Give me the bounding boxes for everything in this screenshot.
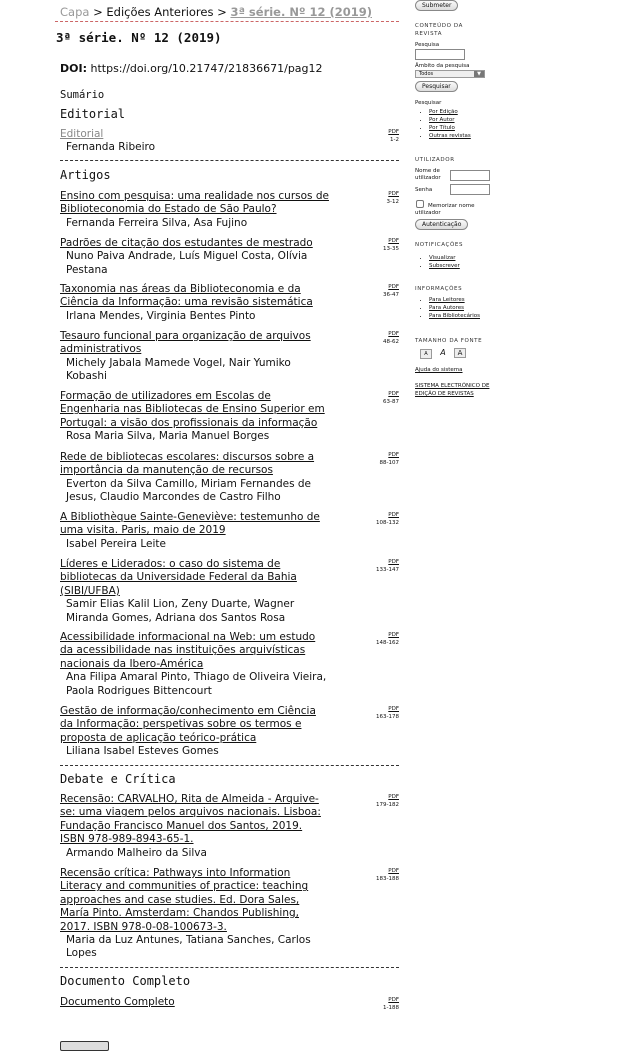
- article-row: [60, 128, 399, 155]
- username-field[interactable]: [450, 170, 490, 181]
- username-label: Nome de utilizador: [415, 168, 441, 181]
- pdf-link[interactable]: PDF: [388, 559, 399, 565]
- page-title: 3ª série. Nº 12 (2019): [56, 30, 222, 45]
- article-row: [60, 867, 399, 961]
- article-title-link[interactable]: Documento Completo: [60, 996, 175, 1008]
- article-pages: 148-162: [376, 640, 399, 647]
- article-row: [60, 558, 399, 625]
- article-row: [60, 511, 399, 551]
- doi-link[interactable]: https://doi.org/10.21747/21836671/pag12: [90, 62, 323, 75]
- article-title-link[interactable]: Rede de bibliotecas escolares: discursos sobre a importância da manutenção de recursos: [60, 451, 315, 477]
- breadcrumb-home-link[interactable]: Capa: [60, 5, 90, 19]
- browse-by-title-link[interactable]: Por Título: [429, 125, 455, 131]
- article-title-link[interactable]: Acessibilidade informacional na Web: um estudo da acessibilidade nas instituições arquivísticas nacionais da Ibero-América: [60, 631, 316, 670]
- article-title-link[interactable]: Formação de utilizadores em Escolas de Engenharia nas Bibliotecas de Ensino Superior em Portugal: a visão dos profissionais da informação: [60, 390, 325, 429]
- article-row: [60, 390, 399, 444]
- creative-commons-badge[interactable]: [60, 1041, 109, 1051]
- breadcrumb-separator: >: [217, 5, 227, 19]
- font-size-controls: [420, 348, 471, 359]
- info-list: [421, 296, 480, 320]
- search-button[interactable]: Pesquisar: [415, 81, 458, 92]
- password-label: Senha: [415, 187, 433, 193]
- ojs-link[interactable]: SISTEMA ELECTRÓNICO DE EDIÇÃO DE REVISTAS: [415, 383, 490, 397]
- help-link[interactable]: Ajuda do sistema: [415, 367, 463, 373]
- info-librarians-link[interactable]: Para Bibliotecários: [429, 313, 480, 319]
- breadcrumb: [60, 5, 372, 19]
- pdf-link[interactable]: PDF: [388, 284, 399, 290]
- article-pages: 133-147: [376, 567, 399, 574]
- pdf-link[interactable]: PDF: [388, 191, 399, 197]
- pdf-link[interactable]: PDF: [388, 997, 399, 1003]
- article-title-link[interactable]: Ensino com pesquisa: uma realidade nos cursos de Biblioteconomia do Estado de São Paulo?: [60, 190, 329, 216]
- article-pages: 1-188: [383, 1005, 399, 1012]
- pdf-link[interactable]: PDF: [388, 452, 399, 458]
- article-authors: Michely Jabala Mamede Vogel, Nair Yumiko Kobashi: [66, 356, 291, 383]
- remember-label: Memorizar nome utilizador: [415, 203, 475, 216]
- summary-heading: Sumário: [60, 89, 105, 101]
- article-title-link[interactable]: A Bibliothèque Sainte-Geneviève: testemunho de uma visita. Paris, maio de 2019: [60, 511, 320, 537]
- article-row: [60, 705, 399, 759]
- pdf-link[interactable]: PDF: [388, 632, 399, 638]
- article-title-link[interactable]: Líderes e Liderados: o caso do sistema de bibliotecas da Universidade Federal da Bahia (SIBI/UFBA): [60, 558, 297, 597]
- browse-list: [421, 108, 471, 140]
- article-authors: Samir Elias Kalil Lion, Zeny Duarte, Wagner Miranda Gomes, Adriana dos Santos Rosa: [66, 598, 295, 624]
- article-row: [60, 631, 399, 698]
- article-row: [60, 283, 399, 323]
- article-title-link[interactable]: Padrões de citação dos estudantes de mestrado: [60, 237, 313, 249]
- article-authors: Everton da Silva Camillo, Miriam Fernandes de Jesus, Claudio Marcondes de Castro Filho: [66, 477, 311, 504]
- article-pages: 1-2: [390, 137, 399, 144]
- section-divider: [60, 160, 399, 161]
- info-block-title: INFORMAÇÕES: [415, 286, 463, 292]
- section-title-editorial: Editorial: [60, 107, 126, 121]
- article-authors: Maria da Luz Antunes, Tatiana Sanches, Carlos Lopes: [66, 934, 311, 960]
- article-authors: Liliana Isabel Esteves Gomes: [66, 745, 219, 758]
- search-label: Pesquisa: [415, 42, 440, 48]
- pdf-link[interactable]: PDF: [388, 706, 399, 712]
- article-row: [60, 330, 399, 384]
- article-row: [60, 237, 399, 277]
- section-title-debate: Debate e Crítica: [60, 772, 176, 786]
- article-pages: 48-62: [383, 339, 399, 346]
- pdf-link[interactable]: PDF: [388, 391, 399, 397]
- article-authors: Armando Malheiro da Silva: [66, 846, 207, 859]
- font-size-block-title: TAMANHO DA FONTE: [415, 338, 483, 344]
- breadcrumb-separator: >: [93, 5, 103, 19]
- browse-by-author-link[interactable]: Por Autor: [429, 117, 455, 123]
- header-divider: [55, 21, 399, 22]
- article-pages: 183-188: [376, 876, 399, 883]
- browse-label: Pesquisar: [415, 100, 442, 106]
- notifications-list: [421, 254, 460, 270]
- info-authors-link[interactable]: Para Autores: [429, 305, 464, 311]
- browse-by-issue-link[interactable]: Por Edição: [429, 109, 458, 115]
- chevron-down-icon: ▼: [474, 71, 484, 77]
- article-pages: 179-182: [376, 802, 399, 809]
- article-authors: Rosa Maria Silva, Maria Manuel Borges: [66, 430, 270, 443]
- article-title-link[interactable]: Taxonomia nas áreas da Biblioteconomia e da Ciência da Informação: uma revisão sistemática: [60, 283, 313, 309]
- user-block-title: UTILIZADOR: [415, 157, 455, 163]
- other-journals-link[interactable]: Outras revistas: [429, 133, 471, 139]
- article-title-link[interactable]: Recensão: CARVALHO, Rita de Almeida - Arquive-se: uma viagem pelos arquivos nacionais. Lisboa: Fundação Francisco Manuel dos Santos, 2019. ISBN 978-989-8943-65-1.: [60, 793, 321, 846]
- article-authors: Isabel Pereira Leite: [66, 537, 166, 550]
- section-divider: [60, 765, 399, 766]
- breadcrumb-current-link[interactable]: 3ª série. Nº 12 (2019): [230, 5, 372, 19]
- breadcrumb-archive-link[interactable]: Edições Anteriores: [106, 5, 214, 19]
- article-authors: Ana Filipa Amaral Pinto, Thiago de Oliveira Vieira, Paola Rodrigues Bittencourt: [66, 671, 327, 697]
- section-title-full-document: Documento Completo: [60, 974, 191, 988]
- pdf-link[interactable]: PDF: [388, 794, 399, 800]
- article-authors: Fernanda Ribeiro: [66, 141, 156, 154]
- article-pages: 108-132: [376, 520, 399, 527]
- search-scope-select[interactable]: [415, 70, 485, 78]
- notifications-subscribe-link[interactable]: Subscrever: [429, 263, 460, 269]
- section-divider: [60, 967, 399, 968]
- article-authors: Irlana Mendes, Virginia Bentes Pinto: [66, 309, 256, 322]
- notifications-block-title: NOTIFICAÇÕES: [415, 242, 464, 248]
- section-title-artigos: Artigos: [60, 168, 111, 182]
- article-title-link[interactable]: Recensão crítica: Pathways into Information Literacy and communities of practice: teaching approaches and case studies. Ed. Dora Sales, María Pinto. Amsterdam: Chandos Publishing, 2017. ISBN 978-0-08-100673-3.: [60, 867, 309, 933]
- article-pages: 63-87: [383, 399, 399, 406]
- pdf-link[interactable]: PDF: [388, 868, 399, 874]
- article-pages: 3-12: [386, 199, 399, 206]
- article-row: [60, 793, 399, 860]
- article-title-link[interactable]: Tesauro funcional para organização de arquivos administrativos: [60, 330, 311, 356]
- search-scope-value: Todos: [419, 71, 434, 77]
- font-small-icon[interactable]: A: [420, 349, 432, 359]
- article-pages: 36-47: [383, 292, 399, 299]
- article-pages: 13-35: [383, 246, 399, 253]
- pdf-link[interactable]: PDF: [388, 238, 399, 244]
- content-block-title: CONTEÚDO DA REVISTA: [415, 23, 463, 37]
- doi-label: DOI:: [60, 62, 87, 75]
- font-default-icon[interactable]: A: [437, 348, 449, 358]
- password-field[interactable]: [450, 184, 490, 195]
- article-title-link[interactable]: Gestão de informação/conhecimento em Ciência da Informação: perspetivas sobre os termos e proposta de aplicação teórico-prática: [60, 705, 316, 744]
- doi-line: [60, 62, 323, 75]
- pdf-link[interactable]: PDF: [388, 512, 399, 518]
- article-row: [60, 451, 399, 505]
- search-scope-label: Âmbito da pesquisa: [415, 63, 470, 69]
- pdf-link[interactable]: PDF: [388, 331, 399, 337]
- article-authors: Nuno Paiva Andrade, Luís Miguel Costa, Olívia Pestana: [66, 250, 308, 276]
- article-pages: 163-178: [376, 714, 399, 721]
- login-button[interactable]: Autenticação: [415, 219, 468, 230]
- article-row: [60, 996, 399, 1012]
- article-authors: Fernanda Ferreira Silva, Asa Fujino: [66, 216, 248, 229]
- pdf-link[interactable]: PDF: [388, 129, 399, 135]
- search-input[interactable]: [415, 49, 465, 60]
- article-pages: 88-107: [379, 460, 399, 467]
- article-row: [60, 190, 399, 230]
- font-large-icon[interactable]: A: [454, 348, 466, 358]
- article-title-link[interactable]: Editorial: [60, 128, 104, 140]
- notifications-view-link[interactable]: Visualizar: [429, 255, 456, 261]
- info-readers-link[interactable]: Para Leitores: [429, 297, 465, 303]
- submit-button[interactable]: Submeter: [415, 0, 458, 11]
